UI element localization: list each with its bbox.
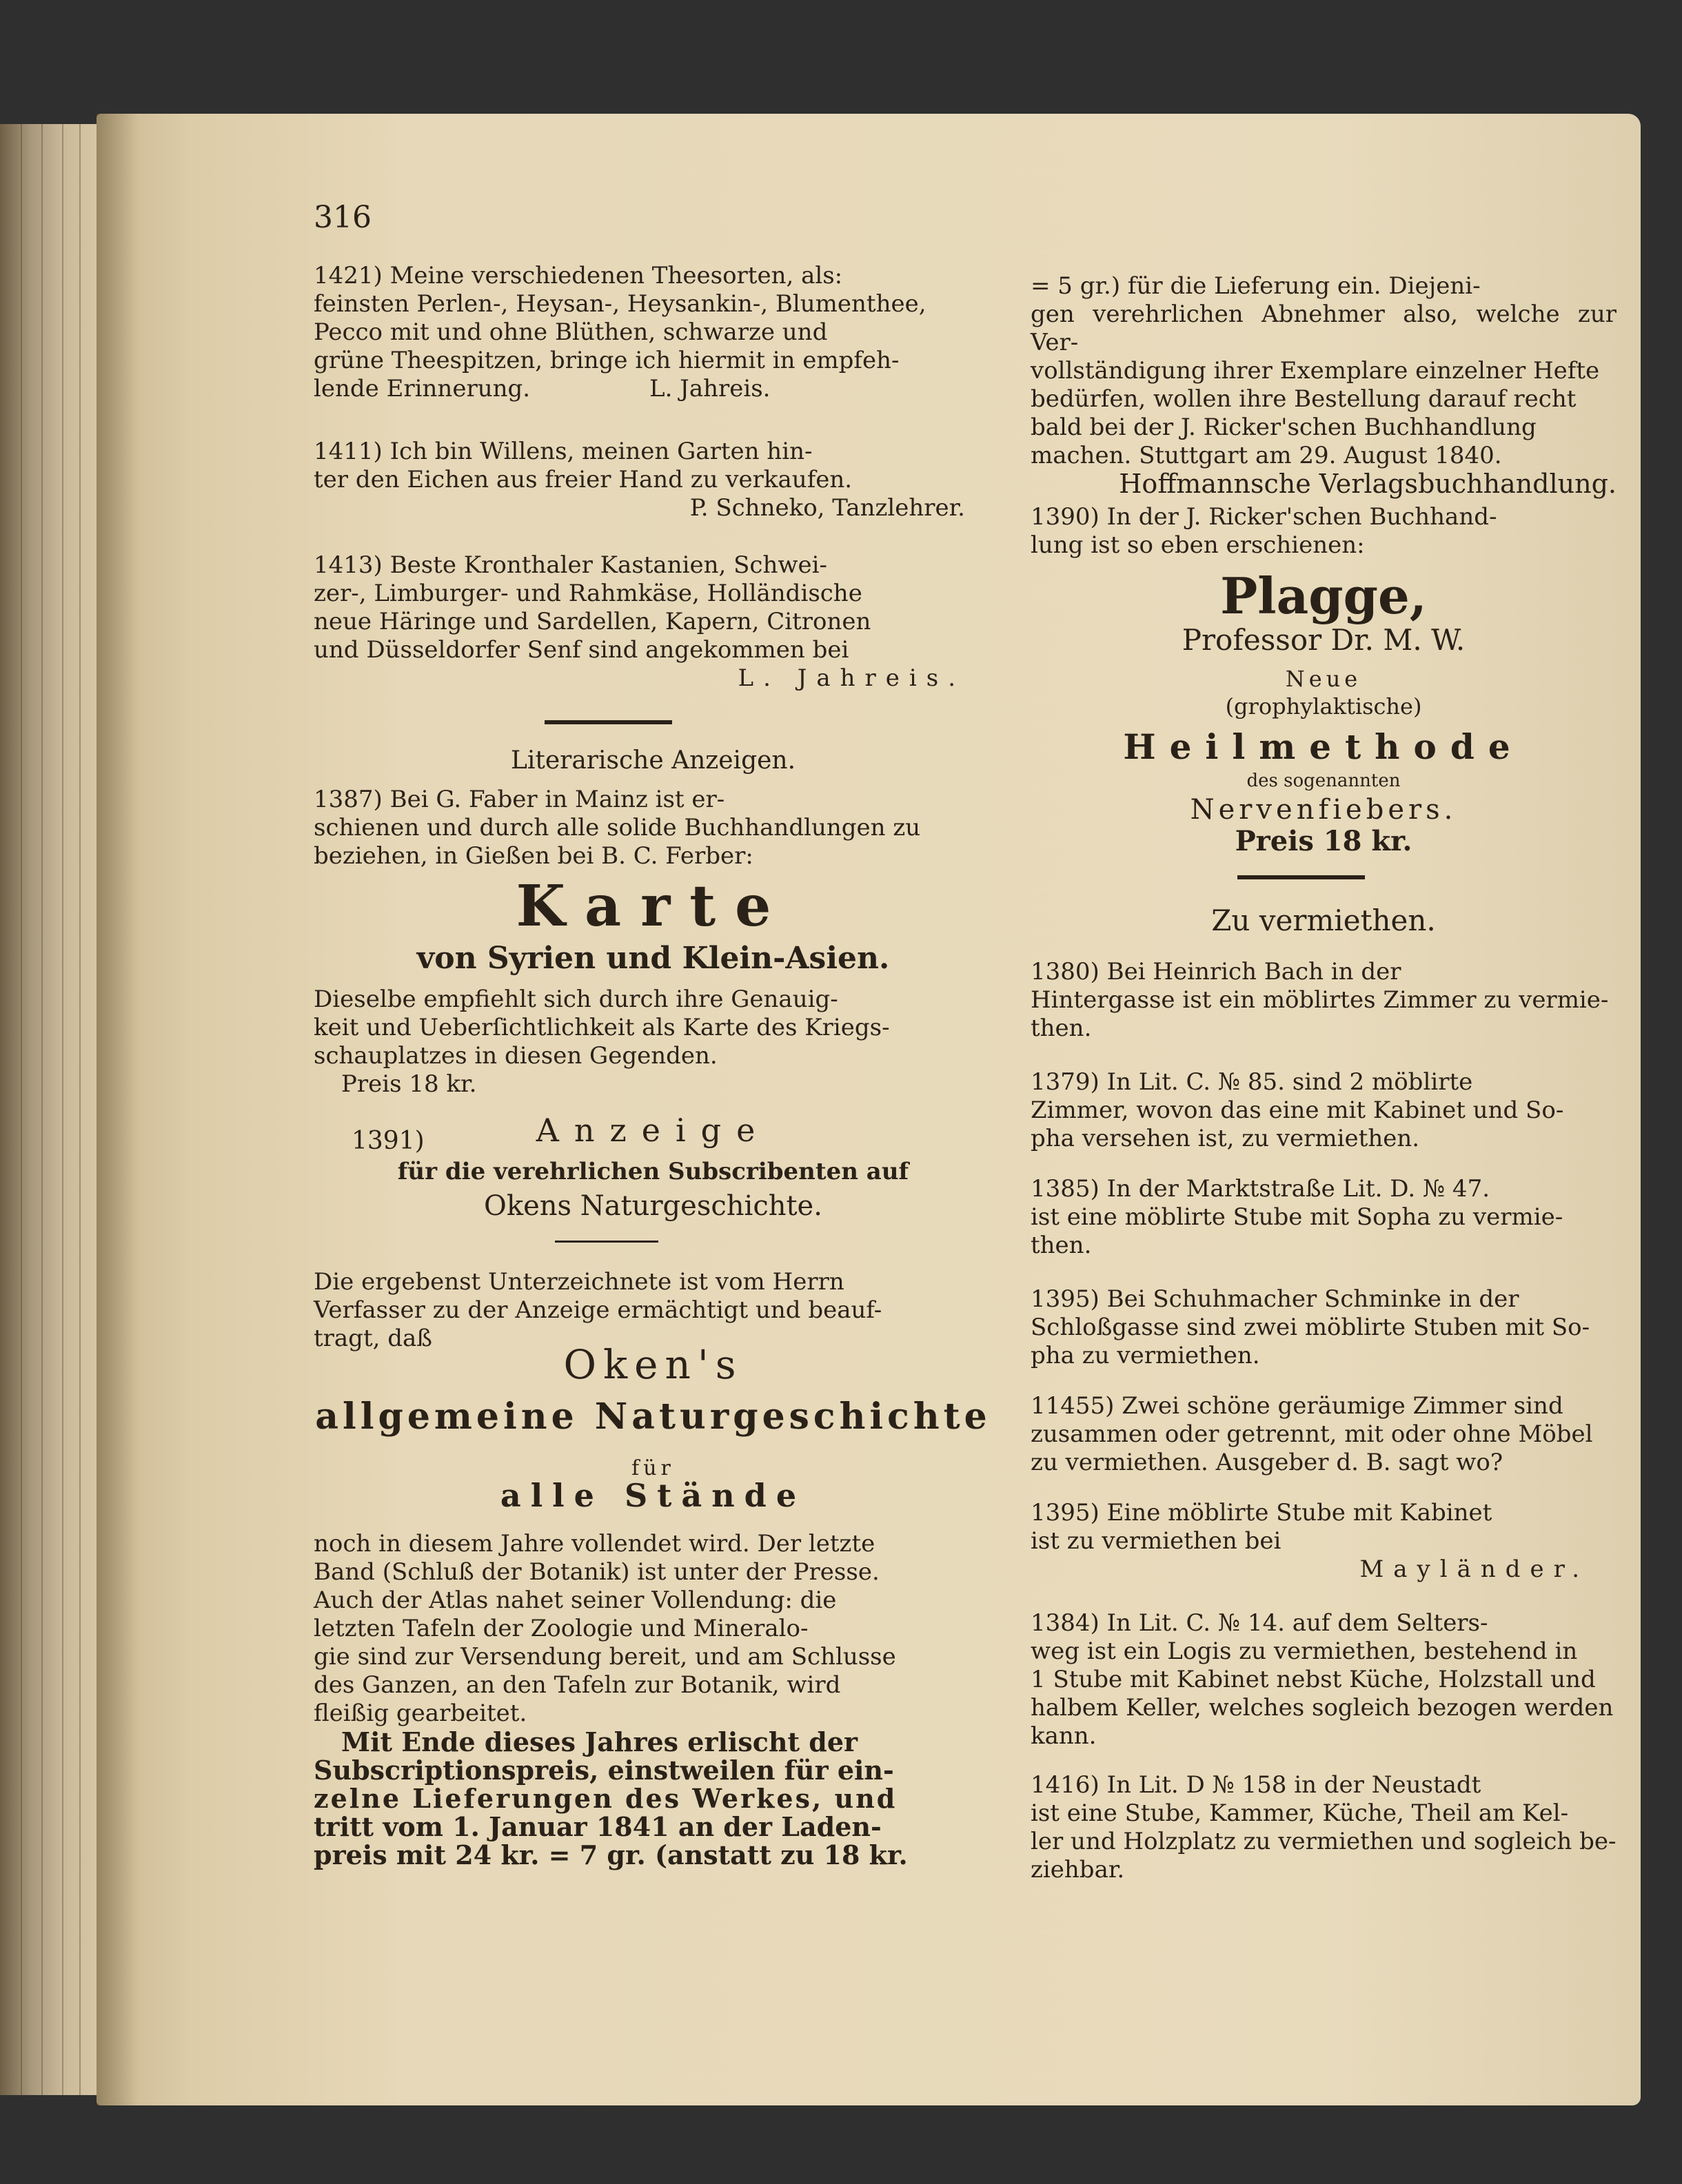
book-page [97,114,1641,2105]
text-line: bedürfen, wollen ihre Bestellung darauf recht [1031,385,1577,413]
section-rule [545,720,672,724]
text-line: machen. Stuttgart am 29. August 1840. [1031,442,1502,469]
text-line: then. [1031,1232,1092,1259]
nervenfiebers: Nervenfiebers. [1190,794,1457,826]
text-line: Mayländer. [1359,1555,1589,1583]
text-line: pha versehen ist, zu vermiethen. [1031,1125,1420,1152]
text-line: = 5 gr.) für die Lieferung ein. Diejeni- [1031,272,1481,300]
oken-staende: alle Stände [500,1477,807,1514]
oken-fuer: für [631,1456,675,1480]
ad-1421 [314,262,993,403]
text-line: ist eine Stube, Kammer, Küche, Theil am Kel- [1031,1799,1569,1827]
text-line: Schloßgasse sind zwei möblirte Stuben mit So- [1031,1314,1590,1341]
text-line: bald bei der J. Ricker'schen Buchhandlung [1031,414,1537,441]
ad-1391-number: 1391) [352,1127,425,1155]
text-line: ler und Holzplatz zu vermiethen und sogleich be- [1031,1828,1617,1855]
neue: Neue [1285,666,1362,692]
text-line: Verfasser zu der Anzeige ermächtigt und beauf- [314,1296,882,1324]
ad-11455 [1031,1392,1617,1477]
des-sogenannten: des sogenannten [1246,770,1401,791]
text-line: Band (Schluß der Botanik) ist unter der Presse. [314,1558,880,1586]
ad-1385 [1031,1175,1617,1260]
text-line: 1411) Ich bin Willens, meinen Garten hin- [314,438,813,465]
text-line: 1385) In der Marktstraße Lit. D. № 47. [1031,1175,1490,1203]
plagge-title: Plagge, [1220,567,1427,625]
text-line: then. [1031,1014,1092,1042]
text-line: 1395) Eine möblirte Stube mit Kabinet [1031,1499,1492,1527]
text-line: zelne Lieferungen des Werkes, und [314,1783,898,1814]
text-line: zer-, Limburger- und Rahmkäse, Holländische [314,580,862,607]
text-line: 1390) In der J. Ricker'schen Buchhand- [1031,503,1497,531]
ad-1391-title: Anzeige [536,1112,771,1149]
heilmethode: Heilmethode [1123,726,1524,767]
ad-1416 [1031,1771,1617,1884]
text-line: Zimmer, wovon das eine mit Kabinet und So- [1031,1096,1564,1124]
text-line: Die ergebenst Unterzeichnete ist vom Herrn [314,1268,844,1296]
text-line: vollständigung ihrer Exemplare einzelner Hefte [1031,357,1600,385]
text-line: schauplatzes in diesen Gegenden. [314,1042,718,1070]
text-line: 1380) Bei Heinrich Bach in der [1031,958,1401,986]
text-line: feinsten Perlen-, Heysan-, Heysankin-, Blumenthee, [314,290,926,318]
text-line: ist eine möblirte Stube mit Sopha zu vermie- [1031,1203,1563,1231]
text-line: lung ist so eben erschienen: [1031,531,1365,559]
text-line: 1379) In Lit. C. № 85. sind 2 möblirte [1031,1068,1473,1096]
text-line: lende Erinnerung. L. Jahreis. [314,375,771,402]
text-line: noch in diesem Jahre vollendet wird. Der letzte [314,1530,875,1558]
ad-continuation [1031,272,1617,498]
text-line: kann. [1031,1722,1097,1750]
text-line: tragt, daß [314,1325,432,1352]
ad-1395-a [1031,1285,1617,1370]
text-line: 1395) Bei Schuhmacher Schminke in der [1031,1285,1519,1313]
text-line: zu vermiethen. Ausgeber d. B. sagt wo? [1031,1449,1503,1476]
short-rule [555,1241,658,1243]
oken-title: Oken's [563,1341,743,1388]
text-line: P. Schneko, Tanzlehrer. [689,494,965,522]
text-line: pha zu vermiethen. [1031,1342,1260,1369]
karte-subtitle: von Syrien und Klein-Asien. [416,941,890,976]
text-line: Auch der Atlas nahet seiner Vollendung: die [314,1586,837,1614]
grophylaktische: (grophylaktische) [1225,693,1422,720]
ad-1380 [1031,958,1617,1043]
text-line: preis mit 24 kr. = 7 gr. (anstatt zu 18 kr. [314,1839,908,1870]
ad-1411 [314,438,993,522]
text-line: des Ganzen, an den Tafeln zur Botanik, wird [314,1671,841,1699]
text-line: 1416) In Lit. D № 158 in der Neustadt [1031,1771,1481,1799]
preis: Preis 18 kr. [1235,825,1412,857]
text-line: Hintergasse ist ein möblirtes Zimmer zu vermie- [1031,986,1609,1014]
text-line: 1 Stube mit Kabinet nebst Küche, Holzstall und [1031,1666,1596,1693]
text-line: fleißig gearbeitet. [314,1700,527,1727]
text-line: ziehbar. [1031,1856,1125,1884]
page-gutter [97,114,138,2105]
oken-body [314,1530,993,1869]
page-number: 316 [314,200,372,235]
text-line: gen verehrlichen Abnehmer also, welche zur Ver- [1031,300,1617,356]
karte-title: Karte [516,873,791,939]
text-line: schienen und durch alle solide Buchhandlungen zu [314,814,921,841]
text-line: halbem Keller, welches sogleich bezogen werden [1031,1694,1614,1722]
text-line: grüne Theespitzen, bringe ich hiermit in empfeh- [314,347,900,374]
text-line: zusammen oder getrennt, mit oder ohne Möbel [1031,1420,1593,1448]
text-line: 11455) Zwei schöne geräumige Zimmer sind [1031,1392,1563,1420]
literary-heading: Literarische Anzeigen. [510,746,796,775]
text-line: und Düsseldorfer Senf sind angekommen bei [314,636,849,664]
karte-body [314,986,993,1099]
ad-1387 [314,786,993,870]
text-line: Subscriptionspreis, einstweilen für ein- [314,1755,894,1786]
text-line: keit und Ueberſichtlichkeit als Karte des Kriegs- [314,1014,890,1041]
text-line: gie sind zur Versendung bereit, und am Schlusse [314,1643,896,1671]
ad-1391-body [314,1268,993,1353]
oken-subtitle: allgemeine Naturgeschichte [315,1396,991,1438]
book-edge [0,124,103,2095]
text-line: L. Jahreis. [738,664,965,692]
text-line: 1387) Bei G. Faber in Mainz ist er- [314,786,725,813]
text-line: beziehen, in Gießen bei B. C. Ferber: [314,842,753,870]
zu-vermiethen-heading: Zu vermiethen. [1211,904,1436,937]
text-line: Pecco mit und ohne Blüthen, schwarze und [314,318,828,346]
text-line: 1413) Beste Kronthaler Kastanien, Schwei- [314,551,827,579]
text-line: 1421) Meine verschiedenen Theesorten, als: [314,262,843,289]
ad-1395-b [1031,1499,1617,1584]
ad-1413 [314,551,993,693]
ad-1390 [1031,503,1617,560]
text-line: Hoffmannsche Verlagsbuchhandlung. [1119,469,1617,499]
text-line: Preis 18 kr. [341,1070,477,1098]
ad-1391-sub2: Okens Naturgeschichte. [484,1190,822,1222]
ad-1384 [1031,1609,1617,1751]
text-line: Dieselbe empfiehlt sich durch ihre Genauig- [314,986,838,1013]
text-line: letzten Tafeln der Zoologie und Mineralo- [314,1615,809,1642]
text-line: tritt vom 1. Januar 1841 an der Laden- [314,1811,882,1842]
text-line: neue Häringe und Sardellen, Kapern, Citronen [314,608,871,635]
text-line: 1384) In Lit. C. № 14. auf dem Selters- [1031,1609,1488,1637]
text-line: ist zu vermiethen bei [1031,1527,1281,1555]
ad-1379 [1031,1068,1617,1153]
ad-1391-sub: für die verehrlichen Subscribenten auf [397,1158,909,1185]
text-line: Mit Ende dieses Jahres erlischt der [341,1726,858,1757]
professor: Professor Dr. M. W. [1182,623,1466,657]
section-rule [1237,875,1365,879]
text-line: weg ist ein Logis zu vermiethen, bestehend in [1031,1637,1578,1665]
text-line: ter den Eichen aus freier Hand zu verkaufen. [314,466,853,493]
